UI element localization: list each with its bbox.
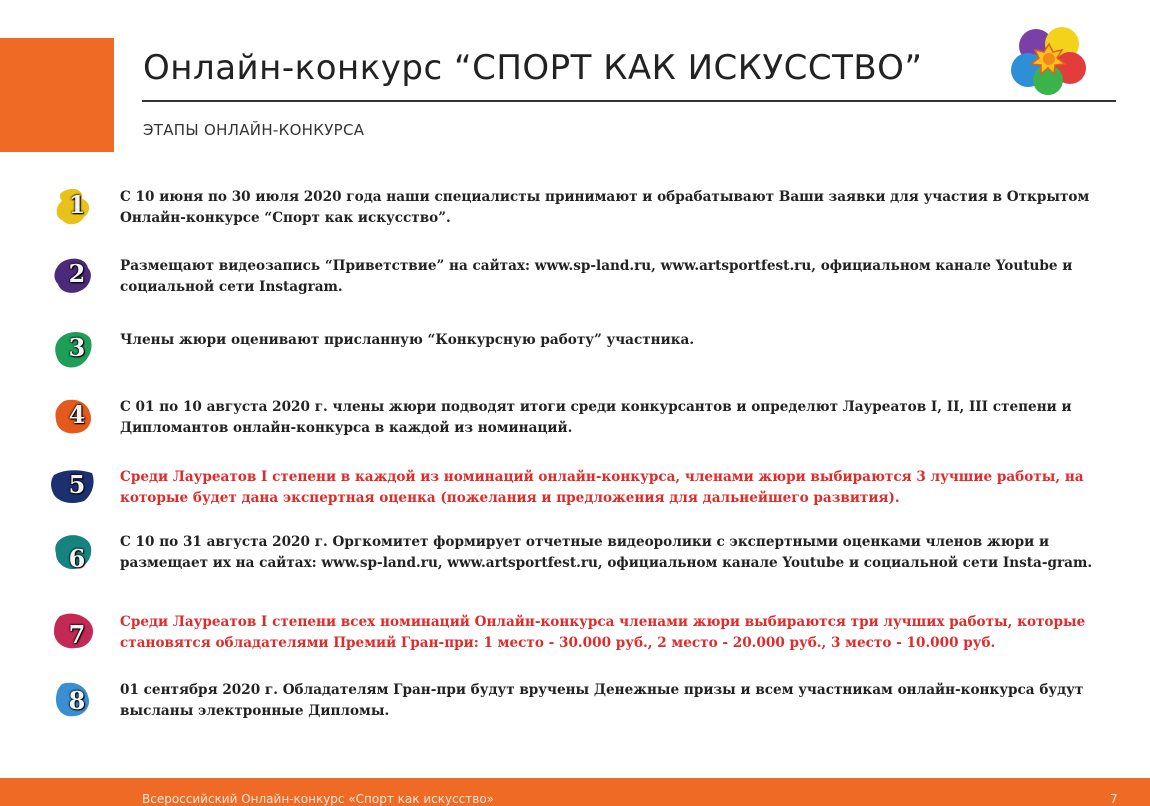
page-title: Онлайн-конкурс “СПОРТ КАК ИСКУССТВО”: [143, 48, 923, 88]
step-number-badge: 7: [50, 612, 104, 652]
page-number: 7: [1110, 792, 1118, 806]
orange-accent-block: [0, 38, 114, 152]
page-footer: [0, 778, 1150, 806]
step-description: С 10 июня по 30 июля 2020 года наши специалисты принимают и обрабатывают Ваши заявки для участия в Открытом Онлайн-конкурсе “Спорт как искусство”.: [120, 189, 1090, 226]
step-number-badge: 4: [50, 397, 104, 437]
step-description: С 10 по 31 августа 2020 г. Оргкомитет формирует отчетные видеоролики с экспертными оценками членов жюри и размещает их на сайтах: www.sp-land.ru, www.artsportfest.ru, официальном канале Youtube и социальной сети Insta-gram.: [120, 534, 1093, 571]
section-subtitle: ЭТАПЫ ОНЛАЙН-КОНКУРСА: [143, 121, 365, 139]
step-description-highlight: Среди Лауреатов I степени всех номинаций Онлайн-конкурса членами жюри выбираются три лучших работы, которые становятся обладателями Премий Гран-при: 1 место - 30.000 руб., 2 место - 20.000 руб., 3 место - 10.000 руб.: [120, 614, 1086, 651]
step-number-badge: 6: [50, 532, 104, 572]
step-description: Размещают видеозапись “Приветствие” на сайтах: www.sp-land.ru, www.artsportfest.ru, официальном канале Youtube и социальной сети Instagram.: [120, 258, 1073, 295]
step-description: Члены жюри оценивают присланную “Конкурсную работу” участника.: [120, 332, 695, 348]
step-description: С 01 по 10 августа 2020 г. члены жюри подводят итоги среди конкурсантов и определют Лауреатов I, II, III степени и Дипломантов онлайн-конкурса в каждой из номинаций.: [120, 399, 1072, 436]
step-number-badge: 3: [50, 330, 104, 370]
step-number-badge: 2: [50, 256, 104, 296]
step-number-badge: 5: [50, 467, 104, 507]
step-number-badge: 8: [50, 680, 104, 720]
step-number-badge: 1: [50, 187, 104, 227]
footer-text: Всероссийский Онлайн-конкурс «Спорт как искусство»: [142, 792, 495, 806]
step-description: 01 сентября 2020 г. Обладателям Гран-при будут вручены Денежные призы и всем участникам онлайн-конкурса будут высланы электронные Дипломы.: [120, 682, 1084, 719]
title-divider: [142, 100, 1116, 102]
festival-flower-logo-icon: [1010, 24, 1088, 96]
step-description-highlight: Среди Лауреатов I степени в каждой из номинаций онлайн-конкурса, членами жюри выбираются 3 лучшие работы, на которые будет дана экспертная оценка (пожелания и предложения для дальнейшего развития).: [120, 469, 1084, 506]
